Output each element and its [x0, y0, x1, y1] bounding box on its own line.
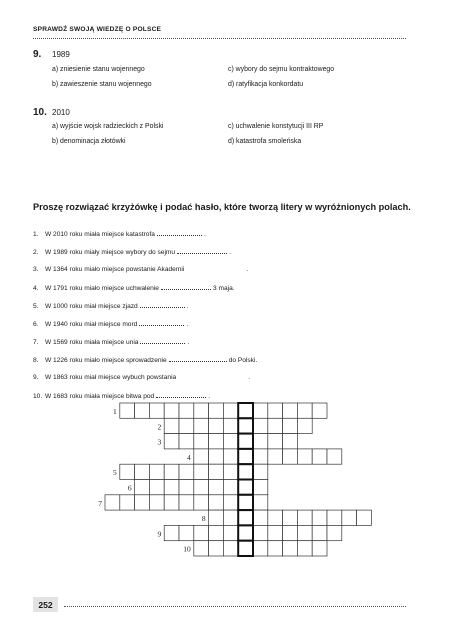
crossword-cell[interactable] [209, 449, 224, 464]
clue-number: 7. [33, 339, 39, 346]
crossword-cell[interactable] [164, 480, 179, 495]
crossword-cell[interactable] [223, 464, 238, 479]
crossword-cell[interactable] [297, 418, 312, 433]
crossword-cell[interactable] [194, 434, 209, 449]
footer-dotted-rule [64, 606, 406, 607]
crossword-cell[interactable] [297, 510, 312, 525]
clue-number: 9. [33, 374, 39, 381]
crossword-row-number: 10 [183, 544, 191, 554]
crossword-cell[interactable] [253, 449, 268, 464]
crossword-cell[interactable] [223, 525, 238, 540]
clue-suffix: . [186, 303, 189, 310]
crossword-cell[interactable] [223, 510, 238, 525]
crossword-cell[interactable] [223, 434, 238, 449]
clue-text: W 1226 roku miało miejsce sprowadzenie [45, 357, 167, 364]
crossword-cell[interactable] [149, 464, 164, 479]
crossword-key-cell[interactable] [238, 418, 253, 433]
crossword-cell[interactable] [283, 525, 298, 540]
crossword-cell[interactable] [120, 464, 135, 479]
crossword-cell[interactable] [253, 403, 268, 418]
clue-number: 6. [33, 321, 39, 328]
clue-text: W 1000 roku miał miejsce zjazd [45, 303, 138, 310]
crossword-cell[interactable] [312, 403, 327, 418]
question-number: 10. [33, 107, 47, 118]
crossword-cell[interactable] [164, 464, 179, 479]
crossword-cell[interactable] [164, 495, 179, 510]
crossword-cell[interactable] [312, 510, 327, 525]
clue-number: 2. [33, 249, 39, 256]
crossword-key-cell[interactable] [238, 403, 253, 418]
clue-suffix: . [187, 339, 190, 346]
crossword-cell[interactable] [268, 449, 283, 464]
clue-number: 3. [33, 266, 39, 273]
clue-text: W 1863 roku miał miejsce wybuch powstania [45, 374, 177, 381]
crossword-cell[interactable] [149, 403, 164, 418]
crossword-cell[interactable] [268, 403, 283, 418]
clue-number: 8. [33, 357, 39, 364]
crossword-cell[interactable] [253, 541, 268, 556]
section-header: SPRAWDŹ SWOJĄ WIEDZĘ O POLSCE [33, 26, 162, 33]
clue-suffix: . [248, 374, 251, 381]
clue-text: W 1989 roku miały miejsce wybory do sejmu [45, 249, 176, 256]
crossword-cell[interactable] [194, 541, 209, 556]
crossword-cell[interactable] [342, 510, 357, 525]
crossword-cell[interactable] [164, 434, 179, 449]
crossword-cell[interactable] [223, 541, 238, 556]
crossword-instruction: Proszę rozwiązać krzyżówkę i podać hasło, które tworzą litery w wyróżnionych polach. [33, 202, 411, 212]
clue-text: W 1569 roku miała miejsce unia [45, 339, 139, 346]
crossword-cell[interactable] [312, 525, 327, 540]
crossword-row-number: 9 [157, 529, 162, 539]
crossword-cell[interactable] [179, 495, 194, 510]
crossword-cell[interactable] [194, 525, 209, 540]
crossword-cell[interactable] [327, 510, 342, 525]
question-year: 2010 [52, 108, 70, 117]
crossword-key-cell[interactable] [238, 464, 253, 479]
crossword-cell[interactable] [179, 464, 194, 479]
crossword-cell[interactable] [105, 495, 120, 510]
crossword-cell[interactable] [135, 464, 150, 479]
crossword-cell[interactable] [149, 480, 164, 495]
crossword-cell[interactable] [283, 541, 298, 556]
crossword-cell[interactable] [297, 449, 312, 464]
crossword-cell[interactable] [194, 403, 209, 418]
crossword-cell[interactable] [179, 434, 194, 449]
crossword-cell[interactable] [209, 434, 224, 449]
crossword-cell[interactable] [327, 449, 342, 464]
crossword-cell[interactable] [120, 495, 135, 510]
crossword-cell[interactable] [179, 418, 194, 433]
crossword-cell[interactable] [253, 464, 268, 479]
crossword-cell[interactable] [253, 495, 268, 510]
clue-suffix: . [208, 393, 211, 400]
option-a: a) wyjście wojsk radzieckich z Polski [52, 123, 164, 130]
crossword-cell[interactable] [223, 480, 238, 495]
crossword-cell[interactable] [283, 403, 298, 418]
option-b: b) denominacja złotówki [52, 138, 126, 145]
clue-number: 5. [33, 303, 39, 310]
crossword-cell[interactable] [179, 403, 194, 418]
clue-text: W 1364 roku miało miejsce powstanie Akademii [45, 266, 185, 273]
crossword-cell[interactable] [223, 495, 238, 510]
crossword-cell[interactable] [297, 541, 312, 556]
crossword-cell[interactable] [283, 434, 298, 449]
crossword-cell[interactable] [179, 480, 194, 495]
crossword-row-number: 8 [201, 514, 206, 524]
crossword-row-number: 7 [98, 498, 102, 508]
crossword-cell[interactable] [164, 403, 179, 418]
crossword-cell[interactable] [209, 495, 224, 510]
clue-suffix: do Polski. [228, 357, 258, 364]
crossword-cell[interactable] [194, 495, 209, 510]
clue-suffix: . [246, 266, 249, 273]
option-c: c) wybory do sejmu kontraktowego [228, 66, 335, 73]
crossword-cell[interactable] [253, 525, 268, 540]
crossword-cell[interactable] [209, 525, 224, 540]
crossword-key-cell[interactable] [238, 434, 253, 449]
crossword-cell[interactable] [253, 434, 268, 449]
crossword-cell[interactable] [194, 464, 209, 479]
crossword-cell[interactable] [312, 449, 327, 464]
crossword-cell[interactable] [253, 510, 268, 525]
crossword-cell[interactable] [268, 525, 283, 540]
crossword-cell[interactable] [164, 525, 179, 540]
crossword-cell[interactable] [283, 449, 298, 464]
clue-number: 4. [33, 285, 39, 292]
crossword-cell[interactable] [135, 495, 150, 510]
crossword-cell[interactable] [253, 480, 268, 495]
crossword-key-cell[interactable] [238, 449, 253, 464]
option-c: c) uchwalenie konstytucji III RP [228, 123, 324, 130]
clue-number: 10. [33, 393, 43, 400]
crossword-cell[interactable] [283, 510, 298, 525]
crossword-key-cell[interactable] [238, 495, 253, 510]
crossword-row-number: 6 [127, 483, 132, 493]
crossword-cell[interactable] [268, 541, 283, 556]
option-b: b) zawieszenie stanu wojennego [52, 81, 152, 88]
clue-suffix: . [203, 231, 206, 238]
crossword-cell[interactable] [209, 480, 224, 495]
crossword-row-number: 4 [187, 452, 191, 462]
clue-text: W 2010 roku miała miejsce katastrofa [45, 231, 155, 238]
option-d: d) ratyfikacja konkordatu [228, 81, 304, 88]
clue-text: W 1940 roku miał miejsce mord [45, 321, 138, 328]
clue-text: W 1791 roku miało miejsce uchwalenie [45, 285, 159, 292]
crossword-key-cell[interactable] [238, 525, 253, 540]
crossword-cell[interactable] [149, 495, 164, 510]
crossword-cell[interactable] [194, 418, 209, 433]
crossword-row-number: 3 [157, 437, 162, 447]
crossword-row-number: 1 [113, 407, 117, 417]
crossword-cell[interactable] [135, 480, 150, 495]
crossword-key-cell[interactable] [238, 510, 253, 525]
clue-number: 1. [33, 231, 39, 238]
clue-suffix: . [186, 321, 189, 328]
crossword-cell[interactable] [253, 418, 268, 433]
crossword-cell[interactable] [135, 403, 150, 418]
crossword-cell[interactable] [194, 480, 209, 495]
crossword-cell[interactable] [120, 403, 135, 418]
crossword-cell[interactable] [209, 403, 224, 418]
crossword-cell[interactable] [209, 464, 224, 479]
crossword-cell[interactable] [357, 510, 372, 525]
crossword-cell[interactable] [297, 525, 312, 540]
clue-suffix: . [229, 249, 231, 256]
crossword-cell[interactable] [268, 510, 283, 525]
crossword-row-number: 5 [113, 468, 117, 478]
question-year: 1989 [52, 50, 70, 59]
crossword-cell[interactable] [209, 541, 224, 556]
crossword-cell[interactable] [268, 418, 283, 433]
crossword-cell[interactable] [164, 418, 179, 433]
crossword-key-cell[interactable] [238, 480, 253, 495]
page-number: 252 [33, 597, 58, 612]
crossword-cell[interactable] [297, 403, 312, 418]
clue-text: W 1683 roku miała miejsce bitwa pod [45, 393, 155, 400]
crossword-cell[interactable] [209, 418, 224, 433]
crossword-cell[interactable] [209, 510, 224, 525]
crossword-cell[interactable] [283, 418, 298, 433]
crossword-cell[interactable] [223, 403, 238, 418]
option-a: a) zniesienie stanu wojennego [52, 66, 145, 73]
clue-suffix: 3 maja. [212, 285, 235, 292]
crossword-key-cell[interactable] [238, 541, 253, 556]
crossword-cell[interactable] [223, 418, 238, 433]
crossword-cell[interactable] [268, 434, 283, 449]
question-number: 9. [33, 49, 42, 60]
crossword-row-number: 2 [157, 422, 162, 432]
crossword-cell[interactable] [312, 541, 327, 556]
crossword-cell[interactable] [327, 525, 342, 540]
crossword-cell[interactable] [194, 449, 209, 464]
crossword-cell[interactable] [179, 525, 194, 540]
crossword-cell[interactable] [223, 449, 238, 464]
option-d: d) katastrofa smoleńska [228, 138, 302, 145]
